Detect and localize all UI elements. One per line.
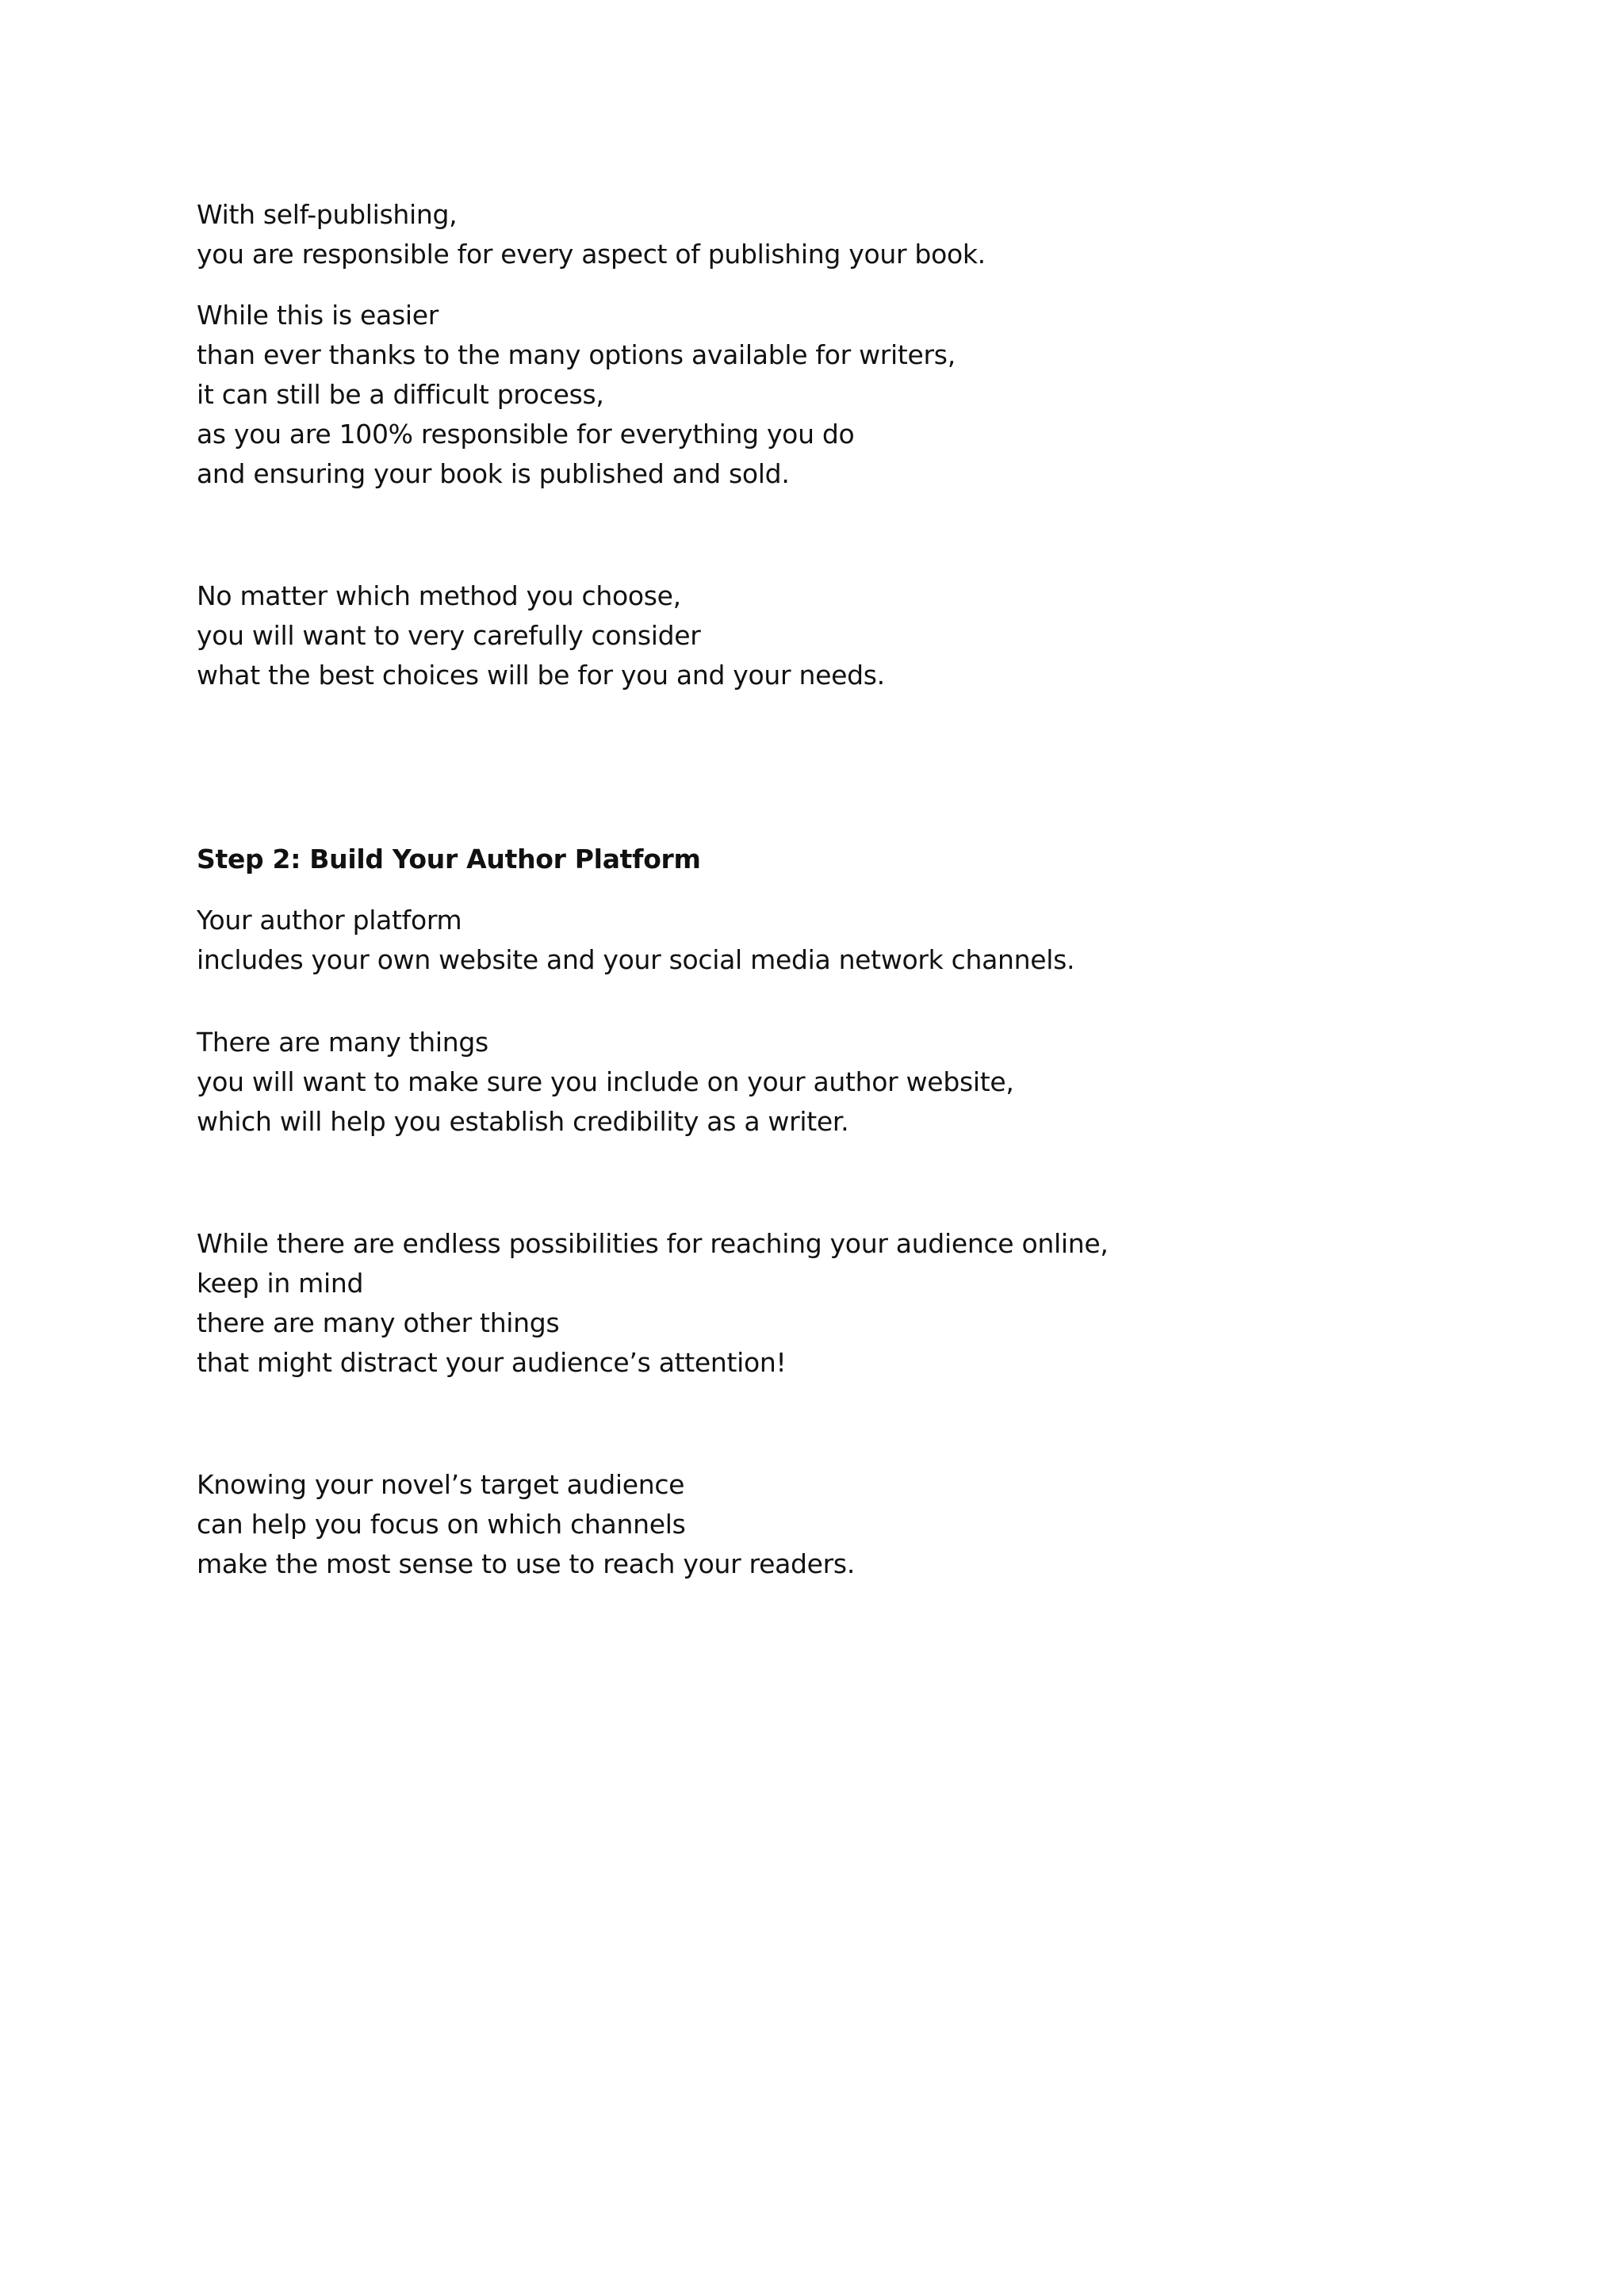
paragraph-endless-possibilities [197,1224,1465,1383]
text-line: No matter which method you choose, [197,580,681,611]
paragraph-target-audience [197,1465,1465,1584]
text-line: Knowing your novel’s target audience [197,1469,685,1500]
text-line: There are many things [197,1027,488,1058]
text-line: While there are endless possibilities for reaching your audience online, [197,1228,1109,1259]
paragraph-author-platform [197,901,1465,980]
text-line: make the most sense to use to reach your readers. [197,1548,856,1579]
text-line: there are many other things [197,1307,560,1338]
text-line: With self-publishing, [197,199,458,230]
text-line: that might distract your audience’s attention! [197,1347,787,1378]
paragraph-no-matter [197,576,1465,695]
step-2-heading: Step 2: Build Your Author Platform [197,844,701,874]
section-heading [197,840,1465,879]
text-line: as you are 100% responsible for everything you do [197,419,855,450]
text-line: keep in mind [197,1268,364,1299]
text-line: which will help you establish credibility as a writer. [197,1106,849,1137]
text-line: you are responsible for every aspect of publishing your book. [197,239,986,270]
text-line: and ensuring your book is published and sold. [197,458,790,489]
text-line: you will want to make sure you include on your author website, [197,1066,1014,1097]
text-line: Your author platform [197,905,462,936]
text-line: it can still be a difficult process, [197,379,604,410]
document-body [197,195,1465,1584]
paragraph-while-easier [197,296,1465,494]
paragraph-self-publishing [197,195,1465,274]
text-line: what the best choices will be for you and your needs. [197,660,885,691]
text-line: While this is easier [197,300,439,331]
text-line: than ever thanks to the many options available for writers, [197,339,956,370]
text-line: you will want to very carefully consider [197,620,701,651]
text-line: can help you focus on which channels [197,1509,686,1540]
paragraph-many-things [197,1023,1465,1142]
text-line: includes your own website and your social media network channels. [197,944,1075,975]
